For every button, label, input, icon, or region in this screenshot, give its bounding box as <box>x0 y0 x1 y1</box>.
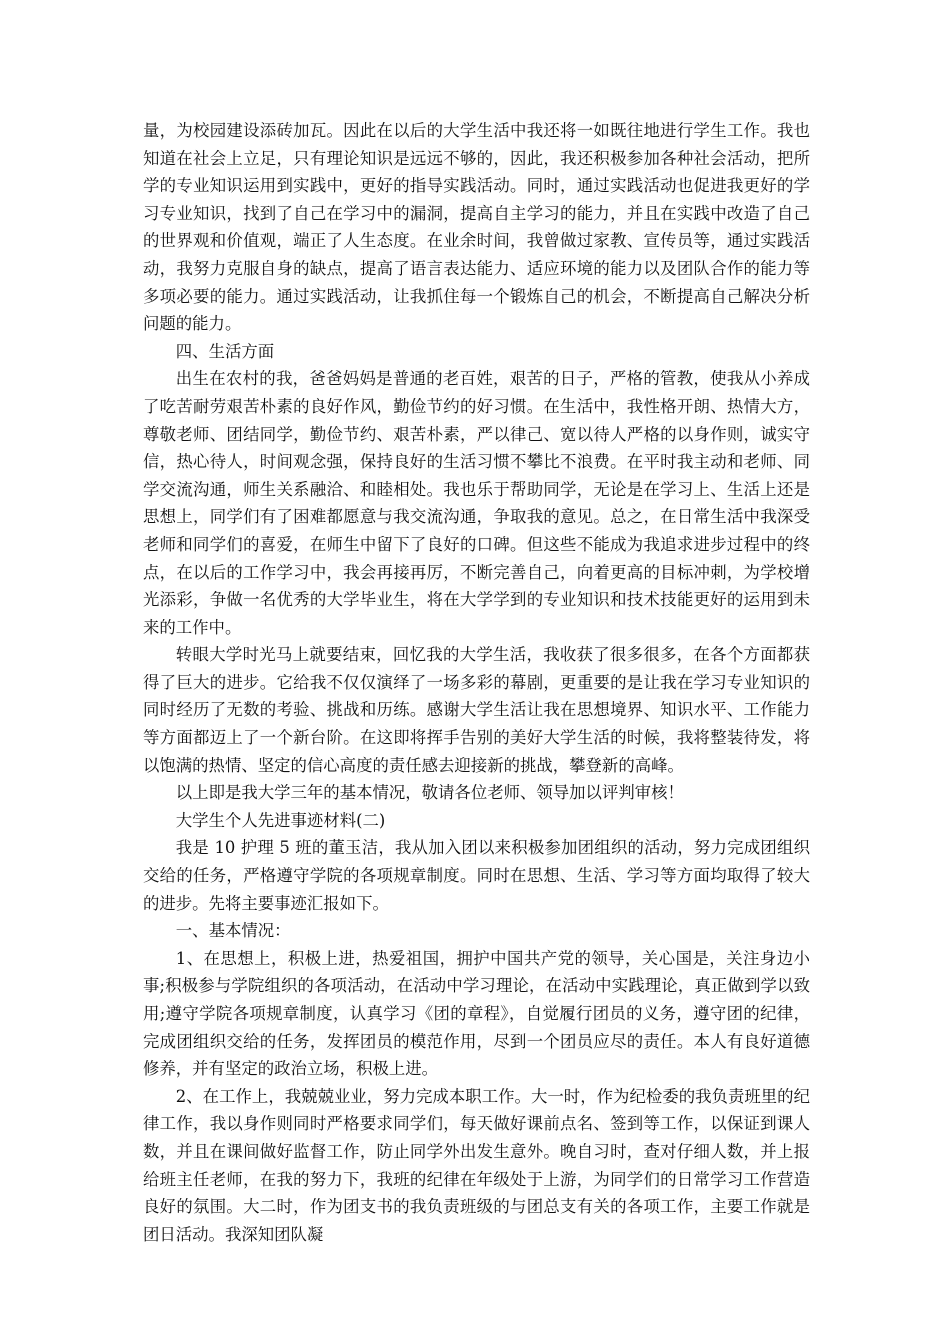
document-body <box>143 117 810 1248</box>
paragraph-work: 2、在工作上，我兢兢业业，努力完成本职工作。大一时，作为纪检委的我负责班里的纪律工作，我以身作则同时严格要求同学们，每天做好课前点名、签到等工作，以保证到课人数，并且在课间做好监督工作，防止同学外出发生意外。晚自习时，查对仔细人数，并上报给班主任老师，在我的努力下，我班的纪律在年级处于上游，为同学们的日常学习工作营造良好的氛围。大二时，作为团支书的我负责班级的与团总支有关的各项工作，主要工作就是团日活动。我深知团队凝 <box>143 1086 810 1244</box>
paragraph-closing: 以上即是我大学三年的基本情况，敬请各位老师、领导加以评判审核！ <box>175 783 684 803</box>
paragraph-reflection: 转眼大学时光马上就要结束，回忆我的大学生活，我收获了很多很多，在各个方面都获得了巨大的进步。它给我不仅仅演绎了一场多彩的幕剧，更重要的是让我在学习专业知识的同时经历了无数的考验、挑战和历练。感谢大学生活让我在思想境界、知识水平、工作能力等方面都迈上了一个新台阶。在这即将挥手告别的美好大学生活的时候，我将整装待发，将以饱满的热情、坚定的信心高度的责任感去迎接新的挑战，攀登新的高峰。 <box>143 645 810 775</box>
paragraph-life: 出生在农村的我，爸爸妈妈是普通的老百姓，艰苦的日子，严格的管教，使我从小养成了吃苦耐劳艰苦朴素的良好作风，勤俭节约的好习惯。在生活中，我性格开朗、热情大方，尊敬老师、团结同学，勤俭节约、艰苦朴素，严以律己、宽以待人严格的以身作则，诚实守信，热心待人，时间观念强，保持良好的生活习惯不攀比不浪费。在平时我主动和老师、同学交流沟通，师生关系融洽、和睦相处。我也乐于帮助同学，无论是在学习上、生活上还是思想上，同学们有了困难都愿意与我交流沟通，争取我的意见。总之，在日常生活中我深受老师和同学们的喜爱，在师生中留下了良好的口碑。但这些不能成为我追求进步过程中的终点，在以后的工作学习中，我会再接再厉，不断完善自己，向着更高的目标冲刺，为学校增光添彩，争做一名优秀的大学毕业生，将在大学学到的专业知识和技术技能更好的运用到未来的工作中。 <box>143 369 810 637</box>
paragraph-intro: 我是 10 护理 5 班的董玉洁，我从加入团以来积极参加团组织的活动，努力完成团组织交给的任务，严格遵守学院的各项规章制度。同时在思想、生活、学习等方面均取得了较大的进步。先将主要事迹汇报如下。 <box>143 838 810 913</box>
section-heading-basic-info: 一、基本情况： <box>175 921 291 941</box>
document-subtitle: 大学生个人先进事迹材料(二) <box>175 810 386 830</box>
paragraph-practice-continued: 量，为校园建设添砖加瓦。因此在以后的大学生活中我还将一如既往地进行学生工作。我也知道在社会上立足，只有理论知识是远远不够的，因此，我还积极参加各种社会活动，把所学的专业知识运用到实践中，更好的指导实践活动。同时，通过实践活动也促进我更好的学习专业知识，找到了自己在学习中的漏洞，提高自主学习的能力，并且在实践中改造了自己的世界观和价值观，端正了人生态度。在业余时间，我曾做过家教、宣传员等，通过实践活动，我努力克服自身的缺点，提高了语言表达能力、适应环境的能力以及团队合作的能力等多项必要的能力。通过实践活动，让我抓住每一个锻炼自己的机会，不断提高自己解决分析问题的能力。 <box>143 121 810 334</box>
paragraph-ideology: 1、在思想上，积极上进，热爱祖国，拥护中国共产党的领导，关心国是，关注身边小事;积极参与学院组织的各项活动，在活动中学习理论，在活动中实践理论，真正做到学以致用;遵守学院各项规章制度，认真学习《团的章程》，自觉履行团员的义务，遵守团的纪律，完成团组织交给的任务，发挥团员的模范作用，尽到一个团员应尽的责任。本人有良好道德修养，并有坚定的政治立场，积极上进。 <box>143 948 810 1079</box>
section-heading-life: 四、生活方面 <box>175 341 275 361</box>
